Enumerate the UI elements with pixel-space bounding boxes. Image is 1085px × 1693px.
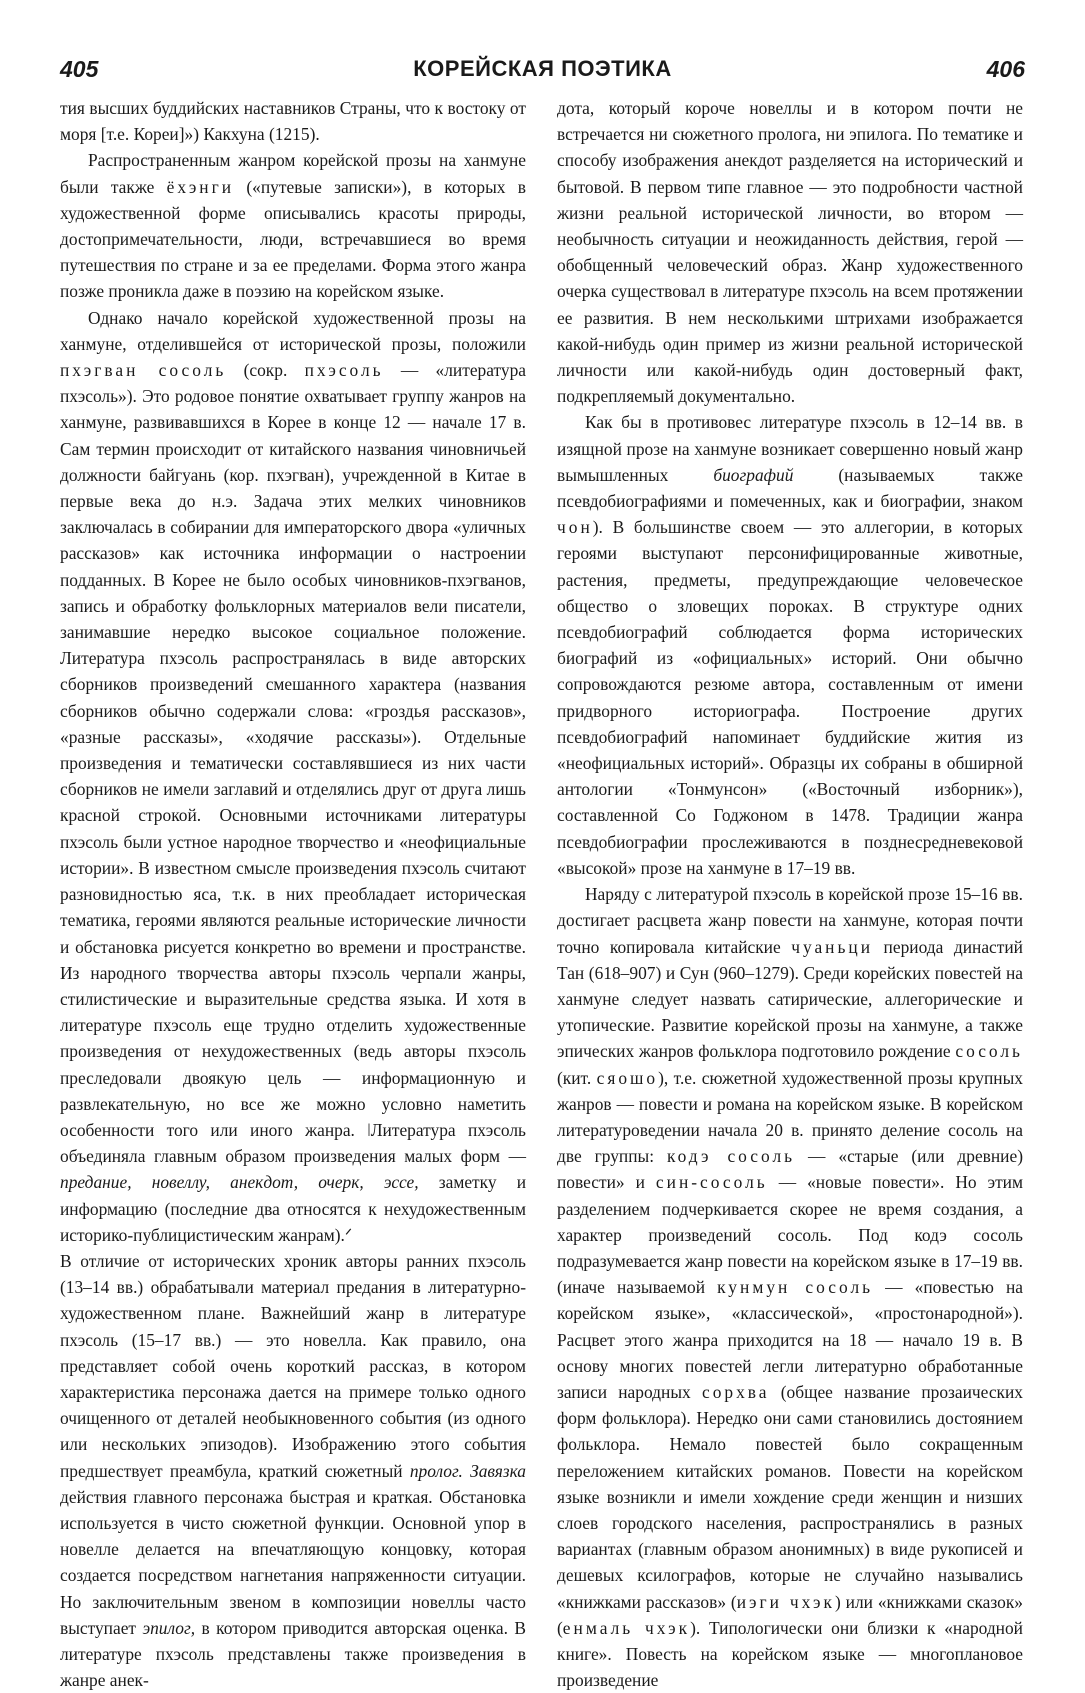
italic-text: эпилог, — [142, 1617, 196, 1638]
text-run: в котором приводится авторская оценка. В литературе пхэсоль представлены также произведения в жанре анек- — [60, 1617, 526, 1691]
text-run: — «литература пхэсоль»). Это родовое понятие охватывает группу жанров на ханмуне, развивавшихся в Корее в конце 12 — начале 17 в. Сам термин происходит от китайского названия чиновничьей должности байгуань (кор. пхэгван), учрежденной в Китае в первые века до н.э. Задача этих мелких чиновников заключалась в собирании для императорского двора «уличных рассказов» как источника информации о настроении подданных. В Корее не было особых чиновников-пхэгванов, запись и обработку фольклорных материалов вели писатели, занимавшие нередко высокое социальное положение. Литература пхэсоль распространялась в виде авторских сборников произведений смешанного характера (названия сборников обычно содержали слова: «гроздья рассказов», «разные рассказы», «ходячие рассказы»). Отдельные произведения и тематически составлявшиеся из них части сборников не имели заглавий и отделялись друг от друга лишь красной строкой. Основными источниками литературы пхэсоль были устное народное творчество и «неофициальные истории». В известном смысле произведения пхэсоль считают разновидностью яса, т.к. в них преобладает историческая тематика, героями являются реальные исторические личности и обстановка рисуется конкретно во времени и пространстве. Из народного творчества авторы пхэсоль черпали жанры, стилистические и выразительные средства языка. И хотя в литературе пхэсоль еще трудно отделить художественные произведения от нехудожественных (ведь авторы пхэсоль преследовали двоякую цель — информационную и развлекательную, но все же можно условно наметить особенности того или иного жанра. — [60, 360, 527, 1140]
text-run: — «повестью на корейском языке», «классической», «простонародной»). Расцвет этого жанра приходится на 18 — начало 19 в. В основу многих повестей легли литературно обработанные записи народных — [557, 1277, 1024, 1402]
page-number-left: 405 — [60, 56, 99, 82]
paragraph — [60, 95, 526, 147]
text-run: Наряду с литературой пхэсоль в корейской прозе 15–16 вв. достигает расцвета жанр повести на ханмуне, которая почти точно копировала китайские — [557, 884, 1023, 957]
text-run: ) или «книжками сказок» ( — [557, 1591, 1023, 1638]
text-run: — «новые повести». Но этим разделением подчеркивается скорее не время создания, а характер произведений сосоль. Под кодэ сосоль подразумевается жанр повести на корейском языке в 17–19 вв. (иначе называемой — [557, 1172, 1023, 1298]
text-run: дота, который короче новеллы и в котором почти не встречается ни сюжетного пролога, ни эпилога. По тематике и способу изображения анекдот разделяется на исторический и бытовой. В первом типе главное — это подробности частной жизни реальной исторической личности, во втором — необычность ситуации и неожиданность действия, герой — обобщенный человеческий образ. Жанр художественного очерка существовал в литературе пхэсоль на всем протяжении ее развития. В нем несколькими штрихами изображается какой-нибудь один пример из жизни реальной исторической личности или какой-нибудь один достоверный факт, подкрепляемый документально. — [557, 98, 1023, 407]
text-run: ), т.е. сюжетной художественной прозы крупных жанров — повести и романа на корейском языке. В корейском литературоведении начала 20 в. принято деление сосоль на две группы: — [557, 1067, 1023, 1167]
text-run: ǀЛитература пхэсоль объединяла главным образом произведения малых форм — — [60, 1119, 526, 1167]
spaced-term: сорхва — [701, 1381, 770, 1402]
page-number-right: 406 — [986, 56, 1025, 82]
text-run: ). В большинстве своем — это аллегории, в которых героями выступают персонифицированные животные, растения, предметы, предупреждающие человеческое общество о зловещих пороках. В структуре одних псевдобиографий соблюдается форма исторических биографий из «официальных» историй. Они обычно сопровождаются резюме автора, составленным от имени придворного историографа. Построение других псевдобиографий напоминает буддийские жития из «неофициальных историй». Образцы их собраны в обширной антологии «Тонмунсон» («Восточный изборник»), составленной Со Годжоном в 1478. Традиции жанра псевдобиографии прослеживаются в позднесредневековой «высокой» прозе на ханмуне в 17–19 вв. — [557, 517, 1023, 878]
spaced-term: кодэ сосоль — [667, 1146, 796, 1167]
paragraph — [60, 305, 526, 1248]
text-run: Распространенным жанром корейской прозы на ханмуне были также — [60, 150, 526, 197]
spaced-term: ёхэнги — [166, 176, 235, 197]
spaced-term: сосоль — [955, 1041, 1023, 1062]
text-run: — «старые (или древние) повести» и — [557, 1146, 1023, 1193]
text-run: (сокр. — [226, 360, 305, 381]
spaced-term: енмаль чхэк — [562, 1617, 691, 1638]
text-run: Однако начало корейской художественной прозы на ханмуне, отделившейся от исторической прозы, положили — [60, 307, 526, 354]
spaced-term: пхэсоль — [304, 360, 384, 381]
spaced-term: син-сосоль — [655, 1172, 768, 1193]
text-column-right — [557, 95, 1023, 1693]
spaced-term: кунмун сосоль — [717, 1277, 874, 1298]
paragraph — [60, 147, 526, 304]
page-header — [60, 56, 1025, 92]
text-run: (называемых также псевдобиографиями и помеченных, как и биографии, знаком — [557, 464, 1024, 512]
spaced-term: чон — [557, 517, 593, 538]
text-run: В отличие от исторических хроник авторы ранних пхэсоль (13–14 вв.) обрабатывали материал предания в литературно-художественном плане. Важнейший жанр в литературе пхэсоль (15–17 вв.) — это новелла. Как правило, она представляет собой очень короткий рассказ, в котором характеристика персонажа дается на примере только одного очищенного от деталей необыкновенного события (из одного или нескольких эпизодов). Изображению этого события предшествует преамбула, краткий сюжетный — [60, 1250, 526, 1481]
text-run: тия высших буддийских наставников Страны, что к востоку от моря [т.е. Кореи]») Какхуна (1215). — [60, 98, 526, 145]
italic-text: предание, новеллу, анекдот, очерк, эссе, — [60, 1172, 419, 1193]
text-run: действия главного персонажа быстрая и краткая. Обстановка используется в чисто сюжетной функции. Основной упор в новелле делается на впечатляющую концовку, которая создается посредством нагнетания напряженности ситуации. Но заключительным звеном в композиции новеллы часто выступает — [60, 1486, 526, 1638]
text-run: Как бы в противовес литературе пхэсоль в 12–14 вв. в изящной прозе на ханмуне возникает совершенно новый жанр вымышленных — [557, 412, 1023, 485]
text-run: (общее название прозаических форм фольклора). Нередко они сами становились достоянием фольклора. Немало повестей было сокращенным переложением китайских романов. Повести на корейском языке возникли и имели хождение среди женщин и низших слоев городского населения, распространялись в разных вариантах (главным образом анонимных) в виде рукописей и дешевых ксилографов, которые не случайно назывались «книжками рассказов» ( — [557, 1381, 1023, 1612]
italic-text: пролог. Завязка — [409, 1460, 526, 1481]
text-run: ). Типологически они близки к «народной книге». Повесть на корейском языке — многоплановое произведение — [557, 1617, 1023, 1691]
text-column-left — [60, 95, 526, 1693]
text-run: (кит. — [557, 1067, 597, 1088]
spaced-term: чуаньци — [791, 936, 874, 957]
paragraph — [557, 881, 1023, 1693]
paragraph — [557, 95, 1023, 409]
italic-text: биографий — [713, 464, 794, 485]
text-run: периода династий Тан (618–907) и Сун (960–1279). Среди корейских повестей на ханмуне следует назвать сатирические, аллегорические и утопические. Развитие корейской прозы на ханмуне, а также эпических жанров фольклора подготовило рождение — [557, 936, 1023, 1062]
paragraph — [557, 409, 1023, 881]
text-run: заметку и информацию (последние два относятся к нехудожественным историко-публицистическим жанрам).ᐟ — [60, 1172, 526, 1245]
text-run: («путевые записки»), в которых в художественной форме описывались красоты природы, достопримечательности, люди, встречавшиеся во время путешествия по стране и за ее пределами. Форма этого жанра позже проникла даже в поэзию на корейском языке. — [60, 176, 526, 302]
spaced-term: иэги чхэк — [736, 1591, 835, 1612]
spaced-term: сяошо — [596, 1067, 659, 1088]
running-title: КОРЕЙСКАЯ ПОЭТИКА — [413, 56, 672, 81]
paragraph — [60, 1248, 526, 1693]
spaced-term: пхэгван сосоль — [60, 360, 227, 381]
